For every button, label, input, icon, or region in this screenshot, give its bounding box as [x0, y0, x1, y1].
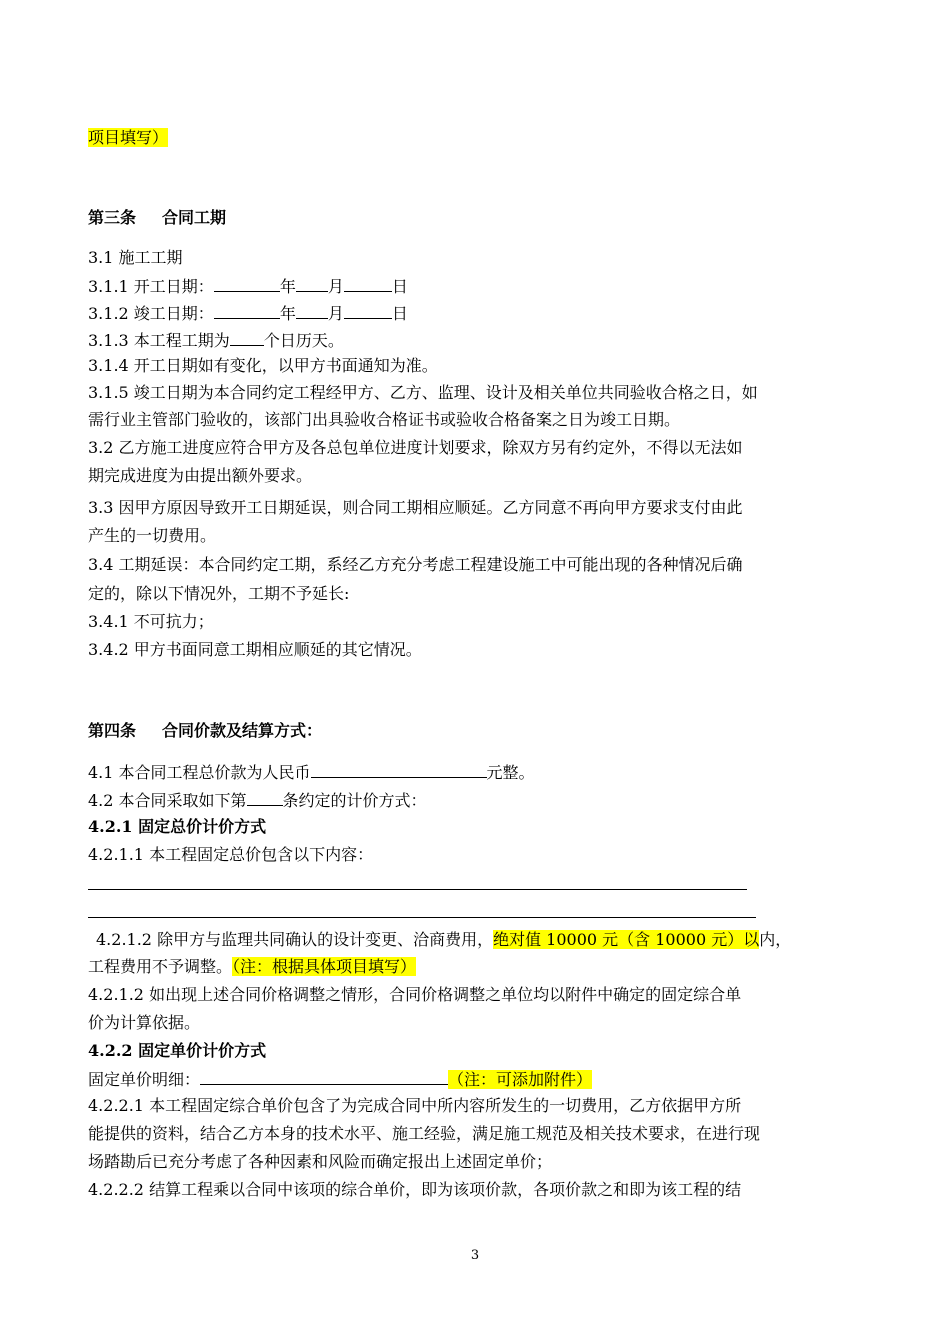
clause-4-2-2-1-line1: 4.2.2.1 本工程固定综合单价包含了为完成合同中所内容所发生的一切费用，乙方依据甲方所 [88, 1096, 742, 1115]
unit-price-blank [200, 1068, 448, 1085]
clause-4-2-1-heading: 4.2.1 固定总价计价方式 [88, 817, 267, 836]
unit-price-detail: 固定单价明细： （注：可添加附件） [88, 1070, 593, 1089]
clause-3-4-2: 3.4.2 甲方书面同意工期相应顺延的其它情况。 [88, 640, 422, 659]
end-month-blank [296, 302, 328, 319]
clause-4-2-2-heading: 4.2.2 固定单价计价方式 [88, 1041, 267, 1060]
clause-4-2: 4.2 本合同采取如下第 条约定的计价方式： [88, 791, 427, 810]
clause-3-1-1: 3.1.1 开工日期： 年 月 日 [88, 277, 408, 296]
end-day-blank [344, 302, 392, 319]
clause-4-2-1-2b-line1: 4.2.1.2 如出现上述合同价格调整之情形，合同价格调整之单位均以附件中确定的固定综合单 [88, 985, 742, 1004]
clause-3-3-line2: 产生的一切费用。 [88, 526, 217, 545]
article4-heading: 第四条 合同价款及结算方式： [88, 721, 323, 740]
clause-4-2-1-2-line2: 工程费用不予调整。（注：根据具体项目填写） [88, 957, 417, 976]
clause-3-1-4: 3.1.4 开工日期如有变化，以甲方书面通知为准。 [88, 356, 438, 375]
duration-blank [230, 329, 264, 346]
clause-3-1: 3.1 施工工期 [88, 248, 183, 267]
fill-in-line-1 [88, 889, 747, 890]
start-year-blank [214, 275, 280, 292]
clause-4-2-2-1-line3: 场踏勘后已充分考虑了各种因素和风险而确定报出上述固定单价； [88, 1152, 553, 1171]
clause-3-1-2: 3.1.2 竣工日期： 年 月 日 [88, 304, 408, 323]
clause-4-2-1-2-line1: 4.2.1.2 除甲方与监理共同确认的设计变更、洽商费用，绝对值 10000 元（含 10000 元）以内， [96, 930, 792, 949]
total-price-blank [311, 761, 487, 778]
start-month-blank [296, 275, 328, 292]
start-day-blank [344, 275, 392, 292]
clause-4-2-2-1-line2: 能提供的资料，结合乙方本身的技术水平、施工经验，满足施工规范及相关技术要求，在进行现 [88, 1124, 761, 1143]
clause-3-4-line1: 3.4 工期延误：本合同约定工期，系经乙方充分考虑工程建设施工中可能出现的各种情况后确 [88, 555, 743, 574]
top-fragment: 项目填写） [88, 128, 169, 147]
clause-4-2-1-1: 4.2.1.1 本工程固定总价包含以下内容： [88, 845, 374, 864]
clause-4-2-2-2-line1: 4.2.2.2 结算工程乘以合同中该项的综合单价，即为该项价款，各项价款之和即为该工程的结 [88, 1180, 742, 1199]
pricing-option-blank [247, 789, 283, 806]
clause-3-4-line2: 定的，除以下情况外，工期不予延长: [88, 584, 350, 603]
article3-heading: 第三条 合同工期 [88, 208, 227, 227]
clause-3-3-line1: 3.3 因甲方原因导致开工日期延误，则合同工期相应顺延。乙方同意不再向甲方要求支付由此 [88, 498, 743, 517]
clause-4-1: 4.1 本合同工程总价款为人民币 元整。 [88, 763, 535, 782]
clause-4-2-1-2b-line2: 价为计算依据。 [88, 1013, 201, 1032]
clause-3-2-line1: 3.2 乙方施工进度应符合甲方及各总包单位进度计划要求，除双方另有约定外，不得以无法如 [88, 438, 743, 457]
clause-3-4-1: 3.4.1 不可抗力； [88, 612, 214, 631]
clause-3-1-3: 3.1.3 本工程工期为 个日历天。 [88, 331, 344, 350]
fill-in-line-2 [88, 917, 756, 918]
clause-3-2-line2: 期完成进度为由提出额外要求。 [88, 466, 313, 485]
end-year-blank [214, 302, 280, 319]
clause-3-1-5-line1: 3.1.5 竣工日期为本合同约定工程经甲方、乙方、监理、设计及相关单位共同验收合格之日，如 [88, 383, 758, 402]
clause-3-1-5-line2: 需行业主管部门验收的，该部门出具验收合格证书或验收合格备案之日为竣工日期。 [88, 410, 681, 429]
page-number: 3 [470, 1248, 480, 1263]
